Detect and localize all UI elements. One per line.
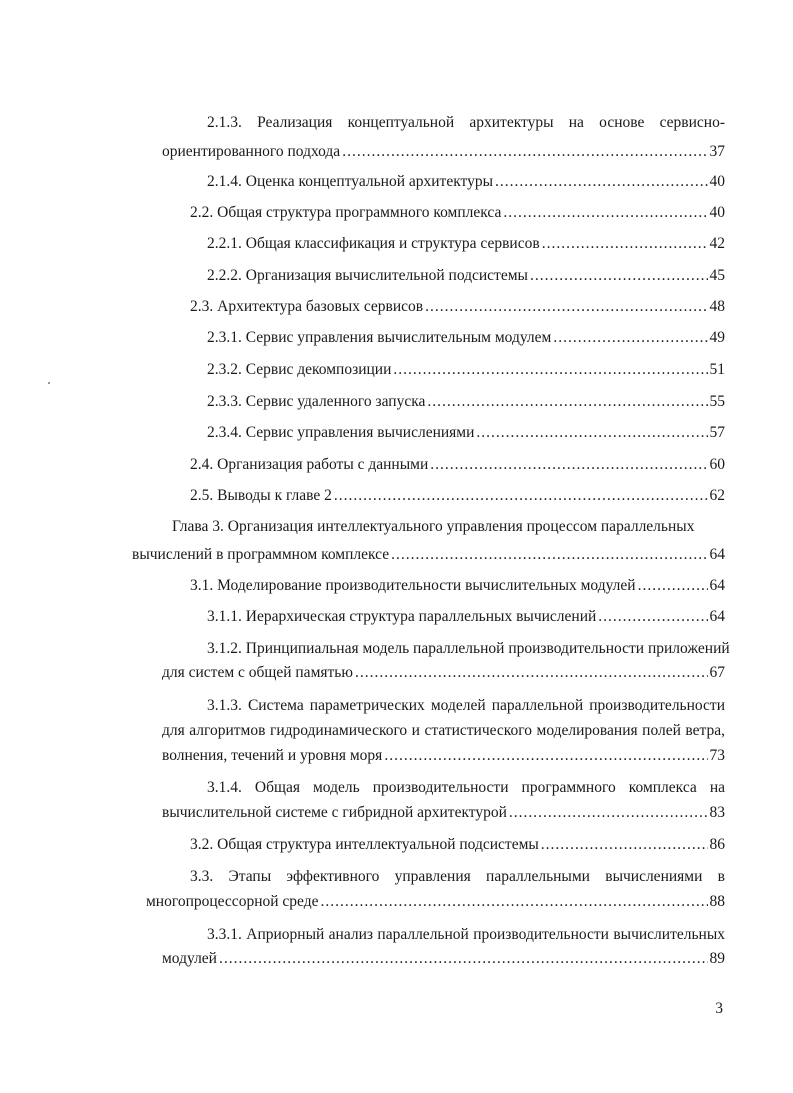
toc-entry-title: вычислительной системе с гибридной архитектурой	[162, 804, 507, 821]
toc-entry-3-3-first-line: 3.3. Этапы эффективного управления параллельными вычислениями в	[190, 868, 725, 885]
toc-entry-title: 2.3. Архитектура базовых сервисов	[190, 298, 424, 315]
toc-page-number: 62	[709, 487, 725, 504]
toc-entry-3-1-2-first-line: 3.1.2. Принципиальная модель параллельной производительности приложений	[207, 640, 730, 657]
toc-page-number: 86	[709, 836, 725, 853]
toc-entry-2-1-3-first-line: 2.1.3. Реализация концептуальной архитектуры на основе сервисно-	[207, 114, 725, 131]
toc-leader-dots	[355, 663, 708, 683]
toc-entry-title: 2.3.4. Сервис управления вычислениями	[207, 424, 475, 441]
toc-entry-2-3-3[interactable]	[207, 392, 725, 412]
toc-page-number: 89	[709, 950, 725, 967]
toc-entry-3-1-3-middle-line: для алгоритмов гидродинамического и статистического моделирования полей ветра,	[162, 722, 725, 739]
toc-entry-2-4[interactable]	[190, 455, 725, 475]
toc-entry-3-3[interactable]	[146, 892, 725, 912]
toc-leader-dots	[598, 607, 707, 627]
toc-entry-2-1-4[interactable]	[207, 172, 725, 192]
toc-entry-3-3-1[interactable]	[162, 949, 725, 969]
toc-entry-2-3[interactable]	[190, 297, 725, 317]
toc-page-number: 55	[709, 393, 725, 410]
toc-page-number: 49	[709, 329, 725, 346]
toc-page-number: 42	[709, 235, 725, 252]
toc-page-number: 64	[709, 608, 725, 625]
toc-leader-dots	[425, 297, 707, 317]
toc-page-number: 40	[709, 204, 725, 221]
toc-entry-3-1-1[interactable]	[207, 607, 725, 627]
toc-entry-2-1-3[interactable]	[162, 142, 725, 162]
toc-entry-title: 3.1. Моделирование производительности вычислительных модулей	[190, 577, 636, 594]
toc-page-number: 67	[709, 664, 725, 681]
toc-page-number: 57	[709, 424, 725, 441]
toc-page-number: 48	[709, 298, 725, 315]
toc-page-number: 37	[709, 143, 725, 160]
toc-entry-title: волнения, течений и уровня моря	[162, 747, 383, 764]
toc-entry-2-3-2[interactable]	[207, 360, 725, 380]
page-number: 3	[715, 1000, 723, 1017]
toc-entry-2-2[interactable]	[190, 203, 725, 223]
toc-entry-3-1-2[interactable]	[162, 663, 725, 683]
toc-entry-title: 3.2. Общая структура интеллектуальной подсистемы	[190, 836, 539, 853]
toc-entry-title: для систем с общей памятью	[162, 664, 353, 681]
toc-entry-title: модулей	[162, 950, 217, 967]
toc-leader-dots	[503, 203, 707, 223]
toc-entry-2-3-4[interactable]	[207, 423, 725, 443]
toc-page-number: 60	[709, 456, 725, 473]
toc-entry-title: 2.3.1. Сервис управления вычислительным модулем	[207, 329, 552, 346]
toc-entry-2-2-2[interactable]	[207, 266, 725, 286]
toc-leader-dots	[320, 892, 707, 912]
toc-leader-dots	[542, 234, 708, 254]
toc-leader-dots	[541, 835, 708, 855]
toc-leader-dots	[530, 266, 708, 286]
toc-entry-title: 2.3.2. Сервис декомпозиции	[207, 361, 392, 378]
toc-leader-dots	[427, 392, 707, 412]
toc-page-number: 51	[709, 361, 725, 378]
toc-entry-3-2[interactable]	[190, 835, 725, 855]
toc-entry-title: вычислений в программном комплексе	[132, 546, 390, 563]
toc-entry-chapter-3-first-line: Глава 3. Организация интеллектуального управления процессом параллельных	[172, 518, 695, 535]
toc-entry-3-1-4-first-line: 3.1.4. Общая модель производительности программного комплекса на	[207, 779, 725, 796]
toc-page-number: 40	[709, 173, 725, 190]
toc-page-number: 88	[709, 893, 725, 910]
toc-page-number: 64	[709, 577, 725, 594]
toc-entry-title: ориентированного подхода	[162, 143, 341, 160]
toc-leader-dots	[476, 423, 707, 443]
toc-leader-dots	[384, 746, 707, 766]
toc-page-number: 83	[709, 804, 725, 821]
toc-entry-3-1[interactable]	[190, 576, 725, 596]
toc-page-number: 64	[709, 546, 725, 563]
toc-entry-title: 2.5. Выводы к главе 2	[190, 487, 332, 504]
toc-entry-title: 2.4. Организация работы с данными	[190, 456, 429, 473]
scan-speck	[48, 382, 50, 384]
toc-entry-title: 2.1.4. Оценка концептуальной архитектуры	[207, 173, 494, 190]
toc-entry-title: 2.2.2. Организация вычислительной подсистемы	[207, 267, 528, 284]
toc-entry-title: 2.2.1. Общая классификация и структура сервисов	[207, 235, 540, 252]
toc-entry-title: многопроцессорной среде	[146, 893, 319, 910]
toc-entry-title: 3.1.1. Иерархическая структура параллельных вычислений	[207, 608, 597, 625]
toc-leader-dots	[342, 142, 707, 162]
toc-leader-dots	[638, 576, 708, 596]
toc-entry-3-3-1-first-line: 3.3.1. Априорный анализ параллельной производительности вычислительных	[207, 926, 725, 943]
toc-entry-3-1-4[interactable]	[162, 803, 725, 823]
toc-leader-dots	[391, 545, 707, 565]
toc-entry-title: 2.3.3. Сервис удаленного запуска	[207, 393, 426, 410]
toc-leader-dots	[495, 172, 707, 192]
toc-entry-3-1-3-first-line: 3.1.3. Система параметрических моделей параллельной производительности	[207, 697, 725, 714]
toc-leader-dots	[430, 455, 707, 475]
toc-leader-dots	[393, 360, 707, 380]
toc-entry-2-2-1[interactable]	[207, 234, 725, 254]
toc-page-number: 45	[709, 267, 725, 284]
toc-entry-3-1-3[interactable]	[162, 746, 725, 766]
toc-page-number: 73	[709, 747, 725, 764]
toc-leader-dots	[509, 803, 708, 823]
toc-leader-dots	[219, 949, 708, 969]
toc-entry-title: 2.2. Общая структура программного комплекса	[190, 204, 502, 221]
toc-entry-chapter-3[interactable]	[132, 545, 725, 565]
toc-entry-2-5[interactable]	[190, 486, 725, 506]
toc-leader-dots	[553, 328, 707, 348]
toc-leader-dots	[334, 486, 708, 506]
toc-entry-2-3-1[interactable]	[207, 328, 725, 348]
